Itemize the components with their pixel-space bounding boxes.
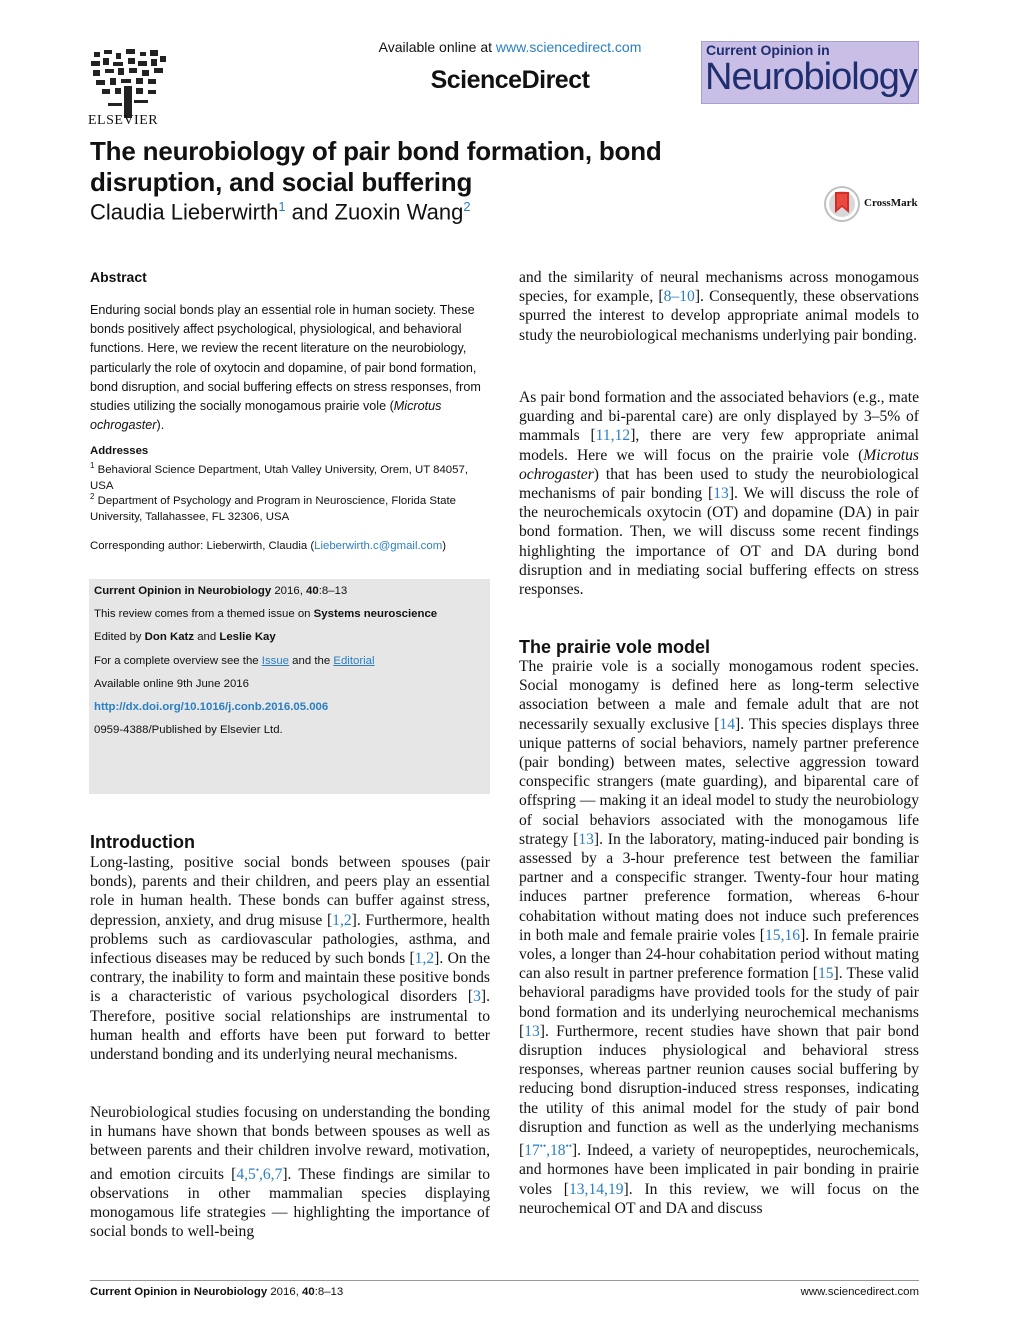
- sciencedirect-wordmark: ScienceDirect: [430, 66, 590, 94]
- info-overview-prefix: For a complete overview see the: [94, 655, 262, 667]
- corresponding-author: [90, 538, 490, 554]
- info-edited-prefix: Edited by: [94, 631, 145, 643]
- introduction-heading: Introduction: [90, 832, 195, 852]
- citation-link[interactable]: 4,5: [236, 1165, 256, 1183]
- info-editor-1: Don Katz: [144, 631, 195, 643]
- author-2-affiliation[interactable]: 2: [463, 199, 471, 214]
- info-editors: [94, 631, 276, 643]
- right-p3-text: ]. In the laboratory, mating-induced pair bonding is assessed by a 3-hour preference test between the familiar partner and a conspecific stranger. Twenty-four hour mating induces partner preference formation, whereas 6-hour cohabitation without mating does not induce such preferences in both male and female prairie voles [: [519, 830, 919, 944]
- footer-volume: 40: [302, 1286, 315, 1298]
- author-join: and: [285, 199, 335, 225]
- publisher-name: ELSEVIER: [88, 113, 159, 128]
- addresses-heading: Addresses: [90, 445, 149, 457]
- intro-p2-text: Neurobiological studies focusing on understanding the bonding in humans have shown that bonds between spouses as well as between parents and their children involve reward, motivation, and emotion circuits [: [90, 1104, 490, 1183]
- article-info-box: [89, 579, 490, 794]
- citation-link[interactable]: 1,2: [414, 950, 435, 968]
- editorial-link[interactable]: Editorial: [333, 655, 375, 667]
- citation-link[interactable]: 17: [524, 1142, 540, 1160]
- citation-link[interactable]: 8–10: [663, 288, 695, 306]
- info-editor-2: Leslie Kay: [219, 631, 276, 643]
- citation-link[interactable]: 13: [524, 1022, 540, 1040]
- info-theme-prefix: This review comes from a themed issue on: [94, 608, 314, 620]
- footer-cite: 2016,: [267, 1286, 303, 1298]
- corresponding-email-link[interactable]: Lieberwirth.c@gmail.com: [314, 540, 443, 552]
- info-overview: [94, 655, 375, 667]
- citation-link[interactable]: ,6,7: [258, 1165, 283, 1183]
- citation-link[interactable]: 11,12: [595, 427, 631, 445]
- citation-link[interactable]: 15: [817, 965, 834, 983]
- right-p3-text: ]. These valid behavioral paradigms have provided tools for the study of pair bond formation and its underlying neurochemical mechanisms [: [519, 965, 919, 1040]
- info-volume: 40: [306, 585, 319, 597]
- citation-link[interactable]: 13,14,19: [568, 1180, 624, 1198]
- info-available-online: Available online 9th June 2016: [94, 678, 249, 690]
- doi-link[interactable]: http://dx.doi.org/10.1016/j.conb.2016.05.006: [94, 701, 329, 713]
- abstract-end: ).: [156, 418, 165, 433]
- right-p3-text: ]. This species displays three unique patterns of social behaviors, namely partner preference (pair bonding) between mates, selective aggression toward conspecific strangers (mate guarding), and biparental care of offspring — making it an ideal model to study the neurobiology of social behaviors associated with the monogamous life strategy [: [519, 715, 919, 848]
- citation-marker: ••: [539, 1141, 547, 1152]
- author-1: Claudia Lieberwirth: [90, 199, 279, 225]
- right-paragraph-2: [519, 388, 919, 599]
- citation-link[interactable]: 14: [719, 715, 736, 733]
- author-2: Zuoxin Wang: [334, 199, 464, 225]
- info-citation: [94, 585, 347, 597]
- right-p1-text: ]. Consequently, these observations spurred the interest to develop appropriate animal models to study the neurobiological mechanisms underlying pair bonding.: [519, 288, 920, 344]
- info-issn: 0959-4388/Published by Elsevier Ltd.: [94, 724, 283, 736]
- intro-p2-text: ]. These findings are similar to observations in other mammalian species displaying monogamous life strategies — highlighting the importance of social bonds to well-being: [90, 1165, 490, 1241]
- footer-divider: [90, 1280, 919, 1281]
- intro-p1-text: ]. On the contrary, the inability to form and maintain these positive bonds is a characteristic of various psychological disorders [: [90, 950, 490, 1006]
- footer-url[interactable]: www.sciencedirect.com: [800, 1286, 919, 1298]
- right-p2-text: ) that has been used to study the neurobiological mechanisms of pair bonding [: [519, 465, 919, 503]
- journal-logo-box: [701, 41, 919, 104]
- address-1-sup: 1: [90, 461, 95, 470]
- address-2: [90, 489, 490, 525]
- journal-logo-line2: Neurobiology: [705, 56, 917, 98]
- citation-marker: •: [255, 1164, 259, 1175]
- right-p3-text: ]. Indeed, a variety of neuropeptides, neurochemicals, and hormones have been implicated in pair bonding in prairie voles [: [519, 1142, 919, 1198]
- citation-marker: ••: [565, 1141, 572, 1152]
- address-2-text: Department of Psychology and Program in Neuroscience, Florida State University, Tallahassee, FL 32306, USA: [90, 494, 456, 523]
- abstract-species: Microtus ochrogaster: [90, 399, 442, 433]
- species-name: Microtus ochrogaster: [519, 446, 919, 483]
- crossmark-label[interactable]: CrossMark: [864, 197, 918, 209]
- intro-p1-text: ]. Furthermore, health problems such as cardiovascular pathologies, asthma, and infectious diseases may be reduced by such bonds [: [90, 911, 490, 968]
- info-cite-year: 2016,: [271, 585, 307, 597]
- footer-journal: Current Opinion in Neurobiology: [90, 1286, 268, 1298]
- info-overview-and: and the: [289, 655, 334, 667]
- abstract-text: [90, 301, 490, 435]
- info-edited-and: and: [194, 631, 220, 643]
- abstract-heading: Abstract: [90, 269, 147, 285]
- corresponding-suffix: ): [442, 540, 446, 552]
- author-1-affiliation[interactable]: 1: [278, 199, 286, 214]
- right-paragraph-3: [519, 657, 919, 1218]
- citation-link[interactable]: 1,2: [332, 911, 352, 929]
- info-theme: [94, 608, 437, 620]
- right-p2-text: ]. We will discuss the role of the neurochemicals oxytocin (OT) and dopamine (DA) in pair bond formation. Then, we will discuss some recent findings highlighting the importance of OT and DA during bond disruption and in mediating social buffering effects on stress responses.: [519, 485, 919, 599]
- right-p1-text: and the similarity of neural mechanisms across monogamous species, for example, [: [519, 269, 919, 306]
- abstract-body: Enduring social bonds play an essential role in human society. These bonds positively affect psychological, physiological, and behavioral functions. Here, we review the recent literature on the neurobiology, particularly the role of oxytocin and dopamine, of pair bond formation, bond disruption, and social buffering effects on stress responses, from studies utilizing the socially monogamous prairie vole (: [90, 303, 481, 414]
- introduction-paragraph-2: [90, 1103, 490, 1242]
- introduction-paragraph-1: [90, 853, 490, 1064]
- prairie-vole-heading: The prairie vole model: [519, 637, 711, 657]
- right-p2-text: As pair bond formation and the associated behaviors (e.g., mate guarding and bi-parental care) are only displayed by 3–5% of mammals [: [519, 389, 919, 445]
- right-p3-text: ]. In female prairie voles, a longer than 24-hour cohabitation period without mating can also result in partner preference formation [: [519, 926, 919, 983]
- author-list: [90, 199, 471, 225]
- corresponding-prefix: Corresponding author: Lieberwirth, Claudia (: [90, 540, 315, 552]
- info-journal: Current Opinion in Neurobiology: [94, 585, 272, 597]
- intro-p1-text: Long-lasting, positive social bonds between spouses (pair bonds), parents and their children, and peers play an essential role in human health. These bonds can buffer against stress, depression, anxiety, and drug misuse [: [90, 854, 490, 929]
- issue-link[interactable]: Issue: [261, 655, 290, 667]
- right-p2-text: ], there are very few appropriate animal models. Here we will focus on the prairie vole (: [519, 427, 919, 464]
- address-1-text: Behavioral Science Department, Utah Valley University, Orem, UT 84057, USA: [90, 463, 468, 492]
- right-p3-text: ]. Furthermore, recent studies have shown that pair bond disruption induces physiological and behavioral stress responses, whereas partner reunion causes social buffering by reducing bond disruption-induced stress responses, indicating the utility of this animal model for the study of pair bond disruption and function as well as the underlying mechanisms [: [519, 1022, 919, 1160]
- citation-link[interactable]: 13: [713, 485, 729, 503]
- info-pages: :8–13: [318, 585, 348, 597]
- right-p3-text: ]. In this review, we will focus on the neurochemical OT and DA and discuss: [519, 1180, 919, 1217]
- footer-pages: :8–13: [314, 1286, 344, 1298]
- citation-link[interactable]: 3: [473, 988, 481, 1006]
- sciencedirect-url-link[interactable]: www.sciencedirect.com: [495, 39, 642, 55]
- available-prefix: Available online at: [378, 39, 496, 55]
- journal-logo-line1: Current Opinion in: [706, 42, 830, 58]
- citation-link[interactable]: 15,16: [764, 926, 801, 944]
- citation-link[interactable]: ,18: [546, 1142, 566, 1160]
- citation-link[interactable]: 13: [578, 830, 594, 848]
- intro-p1-text: ]. Therefore, positive social relationships are instrumental to human health and efforts have been put forward to better understand bonding and its underlying neural mechanisms.: [90, 988, 490, 1064]
- address-2-sup: 2: [90, 492, 95, 501]
- info-theme-name: Systems neuroscience: [313, 608, 438, 620]
- right-paragraph-1: [519, 268, 919, 345]
- footer-citation: [90, 1286, 343, 1298]
- article-title: The neurobiology of pair bond formation, bond disruption, and social buffering: [90, 136, 662, 197]
- right-p3-text: The prairie vole is a socially monogamous rodent species. Social monogamy is defined here as long-term selective association between a male and female adult that are not necessarily sexually exclusive [: [519, 658, 919, 733]
